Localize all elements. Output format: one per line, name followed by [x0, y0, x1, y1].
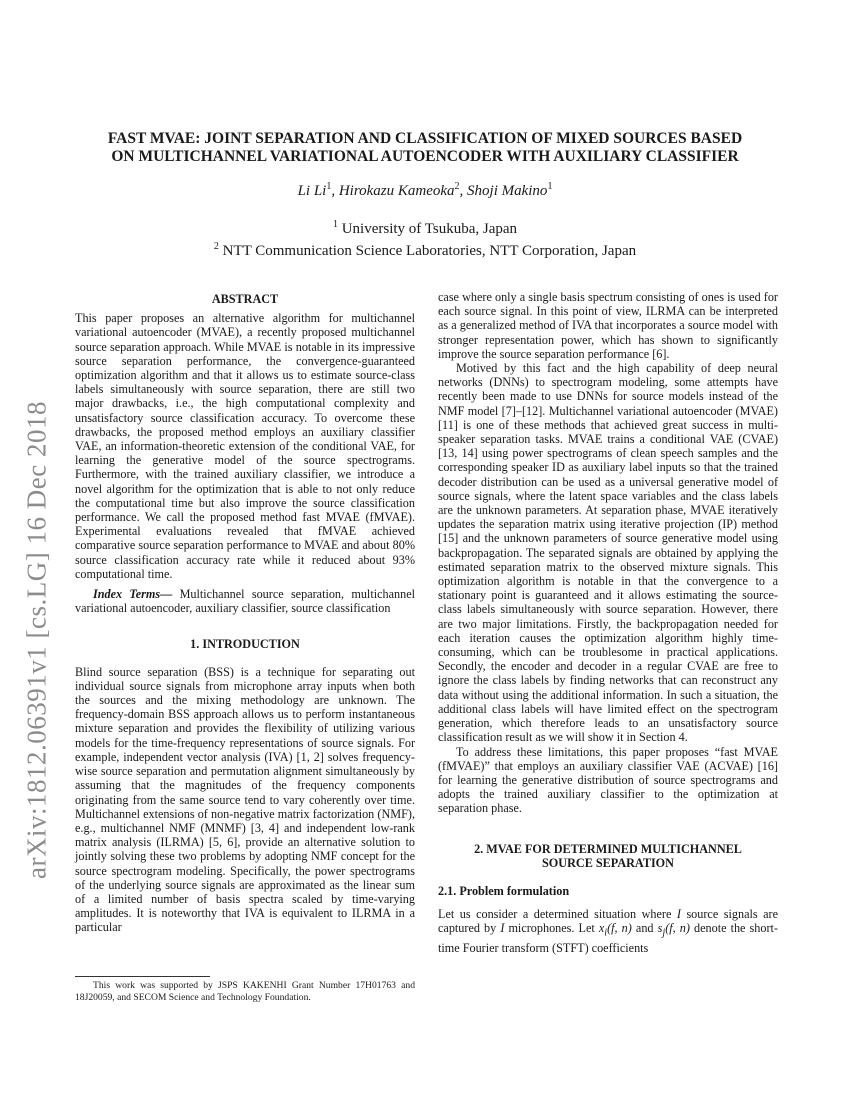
text-run: microphones. Let	[504, 921, 599, 936]
right-column	[438, 290, 778, 955]
author-affiliation-mark: 1	[326, 181, 332, 192]
author-affiliation-mark: 1	[547, 181, 553, 192]
affiliation-text: University of Tsukuba, Japan	[337, 221, 518, 237]
author-list	[60, 181, 790, 200]
author-name: Li Li	[297, 183, 327, 199]
intro-paragraph-2: Motived by this fact and the high capability of deep neural networks (DNNs) to spectrogram modeling, some attempts have recently been made to use DNNs for source models instead of the NMF model [7]–[12]. Multichannel variational autoencoder (MVAE) [11] is one of these methods that achieved great success in multi-speaker separation tasks. MVAE trains a conditional VAE (CVAE) [13, 14] using power spectrograms of clean speech samples and the corresponding speaker ID as auxiliary label inputs so that the trained decoder distribution can be used as a universal generative model of source signals, where the latent space variables and the class labels are the unknown parameters. At separation phase, MVAE iteratively updates the separation matrix using iterative projection (IP) method [15] and the unknown parameters of source generative model using backpropagation. The separated signals are obtained by applying the estimated separation matrix to the observed mixture signals. This optimization algorithm is notable in that the convergence to a stationary point is guaranteed and it allows estimating the source-class labels simultaneously with source separation. However, there are two major limitations. Firstly, the backpropagation needed for each iteration causes the optimization algorithm highly time-consuming, which can be troublesome in practical applications. Secondly, the encoder and decoder in a regular CVAE are free to ignore the class labels by finding networks that can reconstruct any data without using the additional information. In such a situation, the additional class labels will have limited effect on the spectrogram generation, which therefore leads to an unsatisfactory source classification result as we will show it in Section 4.	[438, 361, 778, 745]
text-run: denote the short-time Fourier transform (STFT) coefficients	[438, 921, 778, 955]
text-run: and	[631, 921, 658, 936]
abstract-text: This paper proposes an alternative algorithm for multichannel variational autoencoder (MVAE), a recently proposed multichannel source separation approach. While MVAE is notable in its impressive source separation performance, the convergence-guaranteed optimization algorithm and that it allows us to estimate source-class labels simultaneously with source separation, there are still two major drawbacks, i.e., the high computational complexity and unsatisfactory source classification accuracy. To overcome these drawbacks, the proposed method employs an auxiliary classifier VAE, an information-theoretic extension of the conditional VAE, for learning the generative model of the source spectrograms. Furthermore, with the trained auxiliary classifier, we introduce a novel algorithm for the optimization that is able to not only reduce the computational time but also improve the source classification performance. We call the proposed method fast MVAE (fMVAE). Experimental evaluations revealed that fMVAE achieved comparative source separation performance to MVAE and about 80% source classification accuracy rate while it reduced about 93% computational time.	[75, 311, 415, 581]
index-terms	[75, 587, 415, 615]
math-subscript: j	[662, 927, 666, 939]
intro-paragraph-3: To address these limitations, this paper proposes “fast MVAE (fMVAE)” that employs an auxiliary classifier VAE (ACVAE) [16] for learning the generative distribution of source spectrograms and adopts the trained auxiliary classifier to the optimization at separation phase.	[438, 744, 778, 816]
section-2-heading-line-2: SOURCE SEPARATION	[542, 855, 674, 870]
index-terms-text: Multichannel source separation, multichannel variational autoencoder, auxiliary classifier, source classification	[75, 587, 415, 616]
section-2-heading	[438, 842, 778, 870]
funding-footnote	[75, 980, 415, 1004]
intro-paragraph-1-continued: case where only a single basis spectrum consisting of ones is used for each source signal. In this point of view, ILRMA can be interpreted as a generalized method of IVA that incorporates a source model with stronger representation power, which has shown to significantly improve the source separation performance [6].	[438, 290, 778, 361]
abstract-heading: ABSTRACT	[211, 292, 279, 306]
affiliation-mark: 2	[213, 241, 219, 252]
math-arguments: (f, n)	[665, 921, 690, 936]
author-separator: ,	[459, 183, 468, 199]
index-terms-label: Index Terms—	[93, 587, 173, 602]
footnote-text: This work was supported by JSPS KAKENHI Grant Number 17H01763 and 18J20059, and SECOM Science and Technology Foundation.	[75, 980, 415, 1003]
affiliation-mark: 1	[332, 219, 338, 230]
intro-paragraph-1: Blind source separation (BSS) is a technique for separating out individual source signals from microphone array inputs when both the sources and the mixing methodology are unknown. The frequency-domain BSS approach allows us to perform instantaneous mixture separation and provides the flexibility of utilizing various models for the time-frequency representations of source signals. For example, independent vector analysis (IVA) [1, 2] solves frequency-wise source separation and permutation alignment simultaneously by assuming that the magnitudes of the frequency components originating from the same source tend to vary coherently over time. Multichannel extensions of non-negative matrix factorization (NMF), e.g., multichannel NMF (MNMF) [3, 4] and independent low-rank matrix analysis (ILRMA) [5, 6], provide an alternative solution to jointly solving these two problems by adopting NMF concept for the source spectrogram modeling. Specifically, the power spectrograms of the underlying source signals are approximated as the linear sum of a limited number of basis spectra scaled by time-varying amplitudes. It is noteworthy that IVA is equivalent to ILRMA in a particular	[75, 664, 415, 935]
math-symbol: x	[598, 921, 605, 936]
section-2-heading-line-1: 2. MVAE FOR DETERMINED MULTICHANNEL	[474, 841, 742, 856]
affiliations	[60, 216, 790, 260]
text-run: source signals are captured by	[438, 907, 778, 936]
title-line-2: ON MULTICHANNEL VARIATIONAL AUTOENCODER WITH AUXILIARY CLASSIFIER	[111, 148, 739, 165]
text-run: Let us consider a determined situation where	[438, 907, 677, 922]
author-name: Shoji Makino	[467, 183, 548, 199]
problem-formulation-paragraph	[438, 907, 778, 955]
subsection-2-1-heading: 2.1. Problem formulation	[438, 883, 570, 898]
title-line-1: FAST MVAE: JOINT SEPARATION AND CLASSIFICATION OF MIXED SOURCES BASED	[107, 130, 743, 147]
affiliation-1	[60, 216, 790, 238]
arxiv-identifier-stamp: arXiv:1812.06391v1 [cs.LG] 16 Dec 2018	[21, 401, 52, 879]
affiliation-text: NTT Communication Science Laboratories, NTT Corporation, Japan	[218, 243, 637, 259]
math-symbol: I	[500, 921, 505, 936]
author-affiliation-mark: 2	[454, 181, 460, 192]
math-arguments: (f, n)	[607, 921, 632, 936]
paper-title	[60, 130, 790, 166]
math-symbol: s	[657, 921, 663, 936]
footnote-rule	[75, 976, 210, 977]
math-symbol: I	[676, 907, 681, 922]
section-1-heading: 1. INTRODUCTION	[190, 637, 300, 652]
math-subscript: i	[604, 927, 608, 939]
author-name: Hirokazu Kameoka	[338, 183, 455, 199]
affiliation-2	[60, 238, 790, 260]
left-column	[75, 292, 415, 935]
author-separator: ,	[331, 183, 339, 199]
